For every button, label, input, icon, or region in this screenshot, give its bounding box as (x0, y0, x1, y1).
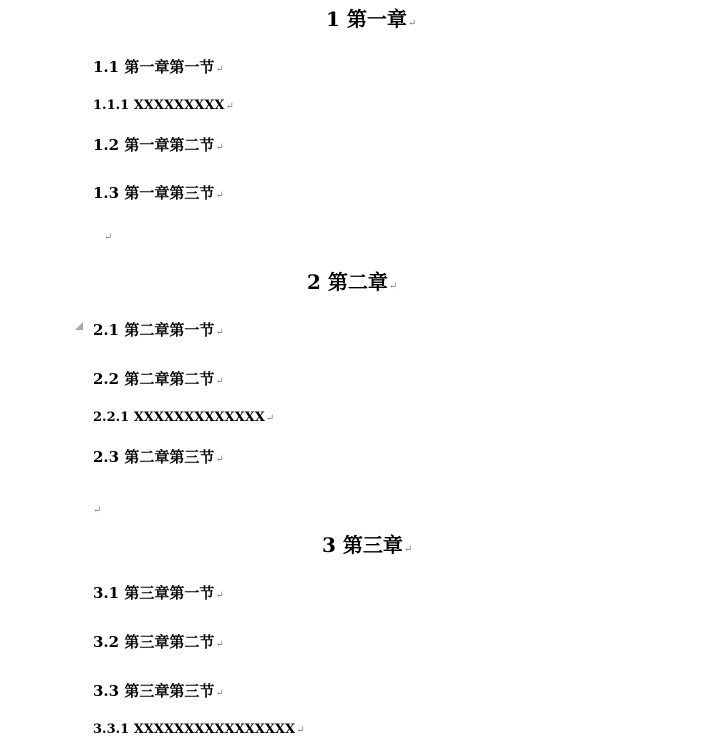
section-2-3-heading[interactable] (93, 450, 224, 465)
paragraph-mark: ↵ (215, 376, 224, 387)
subsection-2-2-1-heading[interactable] (93, 411, 274, 424)
section-3-1-heading[interactable] (93, 586, 224, 601)
section-1-3-heading[interactable] (93, 186, 224, 201)
subsection-3-3-1-heading[interactable] (93, 723, 305, 736)
paragraph-mark: ↵ (388, 281, 398, 292)
section-1-2-text: 1.2 第一章第二节 (93, 136, 215, 154)
section-2-2-heading[interactable] (93, 372, 224, 387)
section-3-2-heading[interactable] (93, 635, 224, 650)
section-2-3-text: 2.3 第二章第三节 (93, 448, 215, 466)
subsection-1-1-1-heading[interactable] (93, 99, 234, 112)
paragraph-mark: ↵ (215, 142, 224, 153)
chapter-2-heading[interactable] (307, 272, 397, 292)
chapter-3-heading[interactable] (322, 535, 412, 555)
section-3-1-text: 3.1 第三章第一节 (93, 584, 215, 602)
section-2-1-text: 2.1 第二章第一节 (93, 321, 215, 339)
section-1-1-text: 1.1 第一章第一节 (93, 58, 215, 76)
paragraph-mark: ↵ (215, 64, 224, 75)
section-3-2-text: 3.2 第三章第二节 (93, 633, 215, 651)
section-1-1-heading[interactable] (93, 60, 224, 75)
paragraph-mark: ↵ (215, 688, 224, 699)
section-3-3-heading[interactable] (93, 684, 224, 699)
paragraph-mark: ↵ (215, 454, 224, 465)
empty-paragraph-2[interactable] (92, 503, 101, 516)
paragraph-mark: ↵ (93, 505, 102, 516)
paragraph-mark: ↵ (215, 639, 224, 650)
paragraph-mark: ↵ (296, 725, 305, 736)
subsection-2-2-1-text: 2.2.1 XXXXXXXXXXXXX (93, 410, 265, 425)
paragraph-mark: ↵ (407, 18, 417, 29)
paragraph-mark: ↵ (215, 190, 224, 201)
paragraph-mark: ↵ (215, 590, 224, 601)
chapter-1-heading[interactable] (326, 9, 416, 29)
paragraph-mark: ↵ (215, 327, 224, 338)
section-3-3-text: 3.3 第三章第三节 (93, 682, 215, 700)
subsection-3-3-1-text: 3.3.1 XXXXXXXXXXXXXXXX (93, 722, 296, 737)
empty-paragraph-1[interactable] (103, 230, 112, 243)
chapter-2-heading-text: 2 第二章 (307, 270, 388, 294)
subsection-1-1-1-text: 1.1.1 XXXXXXXXX (93, 98, 225, 113)
section-1-3-text: 1.3 第一章第三节 (93, 184, 215, 202)
section-2-2-text: 2.2 第二章第二节 (93, 370, 215, 388)
paragraph-mark: ↵ (225, 101, 234, 112)
paragraph-mark: ↵ (104, 232, 113, 243)
chapter-3-heading-text: 3 第三章 (322, 533, 403, 557)
paragraph-mark: ↵ (403, 544, 413, 555)
anchor-marker-icon (75, 322, 83, 330)
section-1-2-heading[interactable] (93, 138, 224, 153)
section-2-1-heading[interactable] (93, 323, 224, 338)
chapter-1-heading-text: 1 第一章 (326, 7, 407, 31)
paragraph-mark: ↵ (265, 413, 275, 424)
